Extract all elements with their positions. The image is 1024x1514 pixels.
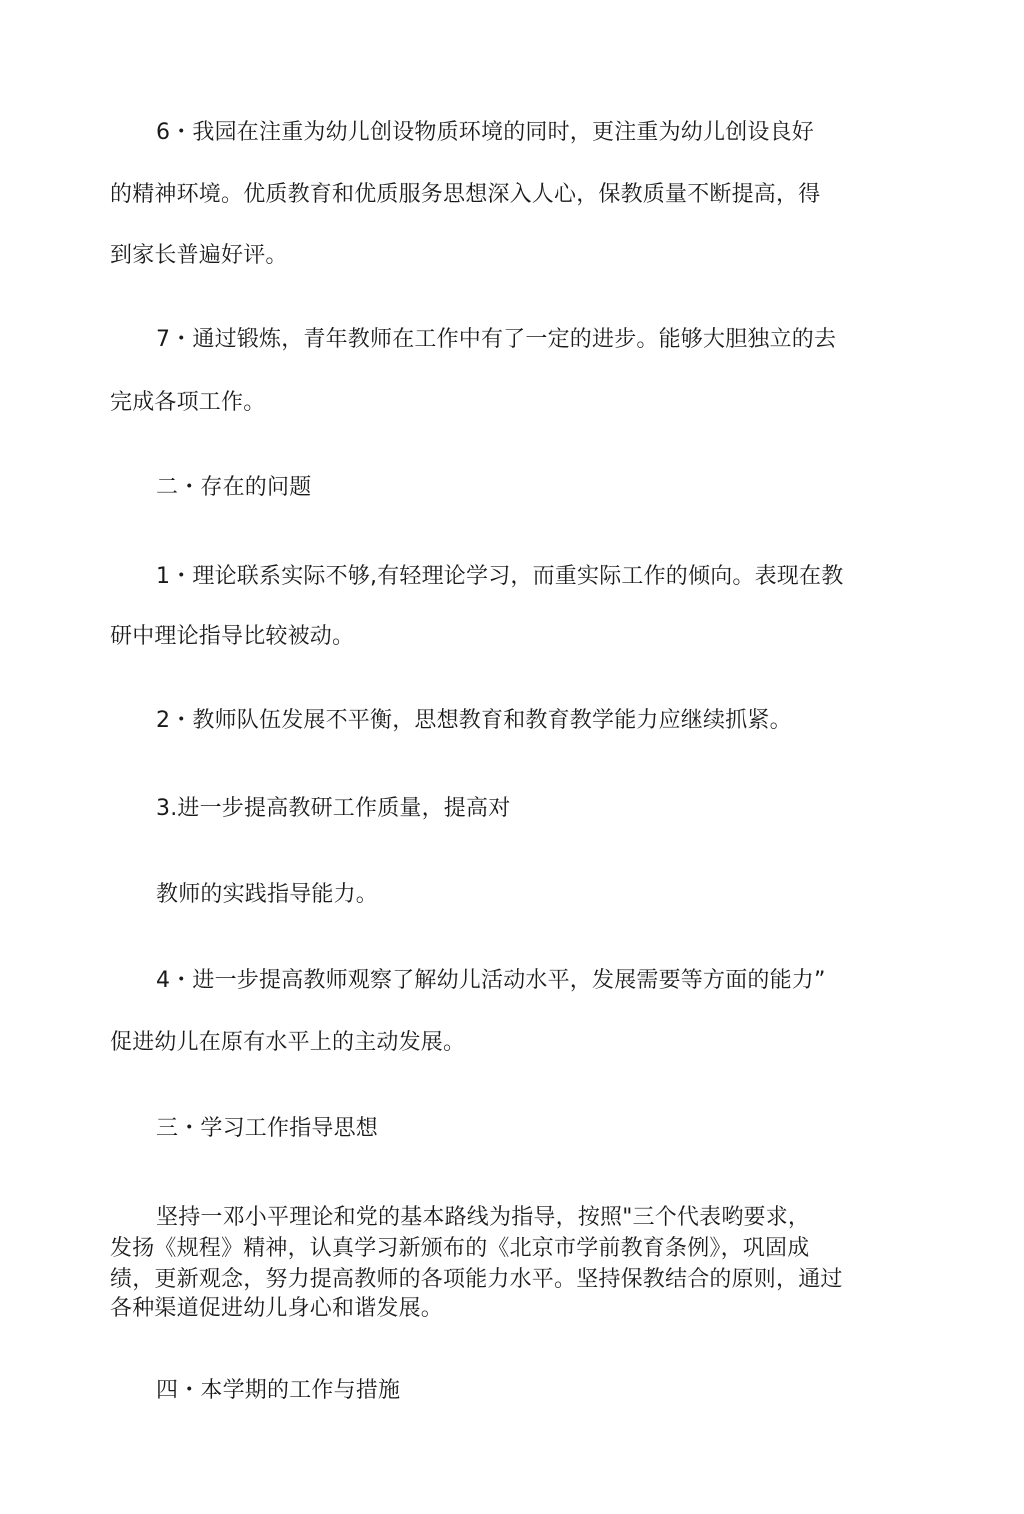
paragraph-6-line-3: 到家长普遍好评。 (110, 243, 288, 268)
problem-4-line-2: 促进幼儿在原有水平上的主动发展。 (110, 1030, 466, 1055)
paragraph-7-line-2: 完成各项工作。 (110, 390, 266, 415)
problem-3-line-2: 教师的实践指导能力。 (156, 882, 379, 907)
problem-3-line-1: 3.进一步提高教研工作质量，提高对 (156, 796, 511, 821)
problem-2: 2・教师队伍发展不平衡，思想教育和教育教学能力应继续抓紧。 (156, 708, 792, 733)
problem-1-line-1: 1・理论联系实际不够,有轻理论学习，而重实际工作的倾向。表现在教 (156, 564, 844, 589)
problem-4-line-1: 4・进一步提高教师观察了解幼儿活动水平，发展需要等方面的能力” (156, 968, 826, 993)
section-heading-work-measures: 四・本学期的工作与措施 (156, 1378, 401, 1403)
problem-1-line-2: 研中理论指导比较被动。 (110, 624, 355, 649)
paragraph-6-line-1: 6・我园在注重为幼儿创设物质环境的同时，更注重为幼儿创设良好 (156, 120, 814, 145)
paragraph-6-line-2: 的精神环境。优质教育和优质服务思想深入人心，保教质量不断提高，得 (110, 182, 821, 207)
guiding-thought-line-2: 发扬《规程》精神，认真学习新颁布的《北京市学前教育条例》，巩固成 (110, 1236, 810, 1261)
guiding-thought-line-1: 坚持一邓小平理论和党的基本路线为指导，按照"三个代表哟要求， (156, 1205, 811, 1230)
guiding-thought-line-4: 各种渠道促进幼儿身心和谐发展。 (110, 1296, 444, 1321)
paragraph-7-line-1: 7・通过锻炼，青年教师在工作中有了一定的进步。能够大胆独立的去 (156, 327, 837, 352)
guiding-thought-line-3: 绩，更新观念，努力提高教师的各项能力水平。坚持保教结合的原则，通过 (110, 1267, 843, 1292)
section-heading-problems: 二・存在的问题 (156, 475, 312, 500)
section-heading-guiding-thought: 三・学习工作指导思想 (156, 1116, 379, 1141)
